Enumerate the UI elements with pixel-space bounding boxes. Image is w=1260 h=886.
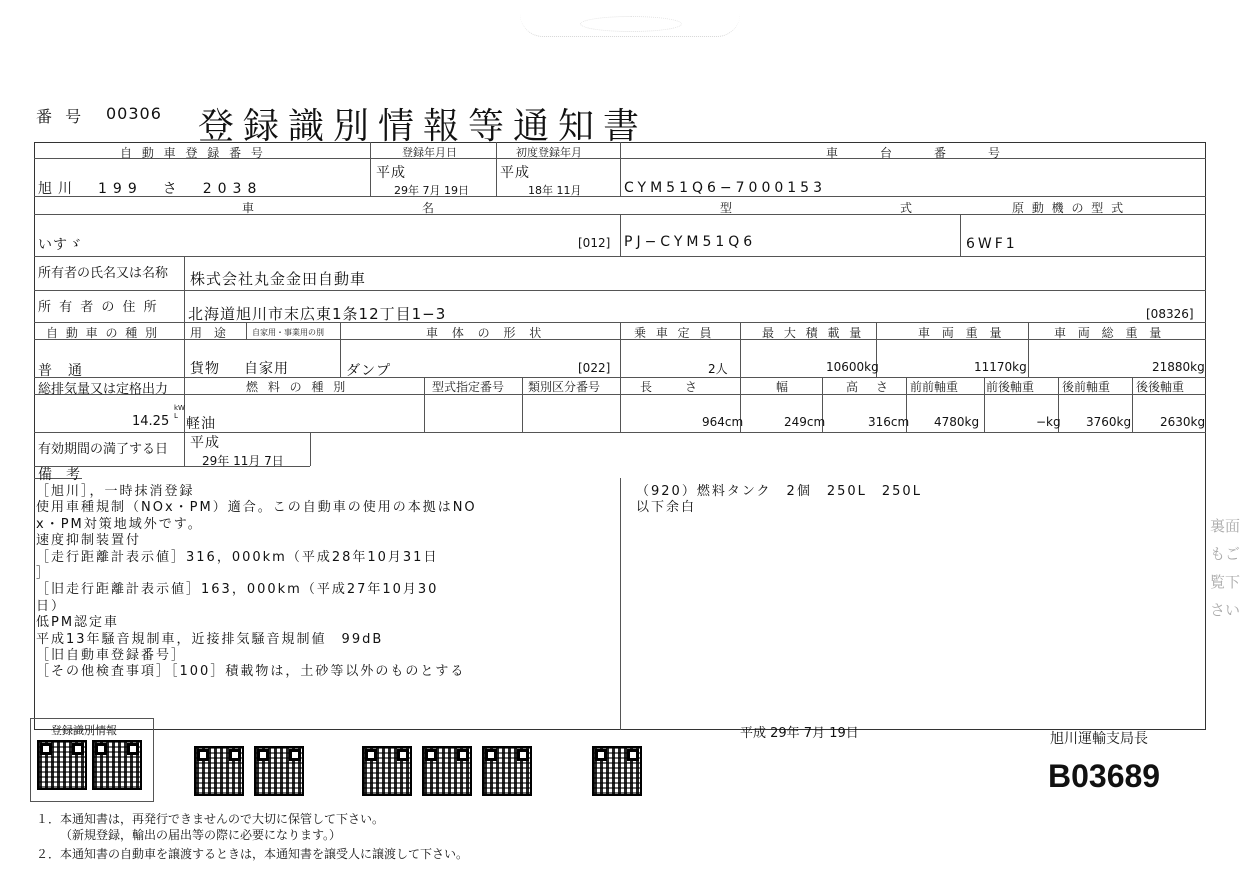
remark-line: x・PM対策地域外です。 <box>36 516 203 532</box>
grid-line <box>522 377 523 432</box>
displacement-unit: kW L <box>174 404 185 420</box>
reg-era: 平成 <box>376 165 406 181</box>
engine-model-label: 原 動 機 の 型 式 <box>1012 201 1126 215</box>
grid-line <box>960 214 961 256</box>
height-value: 316cm <box>868 415 910 429</box>
type-number-label: 型式指定番号 <box>432 380 505 394</box>
remark-line: 低PM認定車 <box>36 615 120 631</box>
expiry-date: 29年 11月 7日 <box>202 454 284 468</box>
remark-line: （920）燃料タンク 2個 250L 250L <box>636 484 922 499</box>
remarks-left-column <box>36 484 616 681</box>
fuel-type-label: 燃 料 の 種 別 <box>246 380 349 394</box>
grid-line <box>340 322 341 377</box>
length-value: 964cm <box>702 415 744 429</box>
body-shape-label: 車 体 の 形 状 <box>426 326 547 340</box>
rear-front-axle-label: 後前軸重 <box>1062 380 1111 394</box>
vehicle-weight-value: 11170kg <box>974 360 1027 374</box>
max-load-value: 10600kg <box>826 360 879 374</box>
displacement-label: 総排気量又は定格出力 <box>38 382 169 397</box>
max-load-label: 最 大 積 載 量 <box>762 326 865 340</box>
owner-name: 株式会社丸金金田自動車 <box>190 270 367 288</box>
maker-code: [012] <box>578 236 611 250</box>
body-shape: ダンプ <box>346 363 392 379</box>
grid-line <box>620 214 621 256</box>
front-front-axle-label: 前前軸重 <box>910 380 959 394</box>
use-sub-label: 自家用・事業用の別 <box>252 328 324 337</box>
grid-line <box>310 432 311 466</box>
grid-line <box>246 322 247 339</box>
grid-line <box>1132 377 1133 432</box>
use-label: 用 途 <box>190 326 230 340</box>
reg-number: 旭川 199 さ 2038 <box>38 181 263 197</box>
rear-rear-axle-value: 2630kg <box>1160 415 1206 429</box>
qr-code <box>254 746 304 796</box>
length-label: 長 さ <box>640 380 701 394</box>
gross-weight-value: 21880kg <box>1152 360 1205 374</box>
class-number-label: 類別区分番号 <box>528 380 601 394</box>
first-date: 18年 11月 <box>528 184 582 197</box>
remark-line: 日） <box>36 598 67 614</box>
grid-line <box>184 256 185 290</box>
grid-line <box>34 256 1206 257</box>
see-reverse-note: 裏面もご覧下さい <box>1210 517 1241 619</box>
grid-line <box>620 142 621 196</box>
grid-line <box>496 142 497 196</box>
reg-date: 29年 7月 19日 <box>394 184 469 197</box>
fuel-value: 軽油 <box>186 416 216 432</box>
remark-line: 速度抑制装置付 <box>36 533 142 549</box>
notice-2: ２．本通知書の自動車を譲渡するときは，本通知書を譲受人に譲渡して下さい。 <box>36 847 469 861</box>
qr-code <box>592 746 642 796</box>
decorative-border-ornament <box>520 14 740 37</box>
chassis-label: 車 台 番 号 <box>826 146 1007 160</box>
owner-name-label: 所有者の氏名又は名称 <box>38 266 169 281</box>
owner-address: 北海道旭川市末広東1条12丁目1−3 <box>188 305 447 323</box>
notice-1: １．本通知書は，再発行できませんので大切に保管して下さい。 <box>36 812 385 826</box>
qr-code <box>422 746 472 796</box>
width-label: 幅 <box>776 380 789 394</box>
first-era: 平成 <box>500 165 530 181</box>
grid-line <box>1028 322 1029 377</box>
engine-model: 6WF1 <box>966 236 1018 252</box>
capacity-value: 2人 <box>708 362 728 376</box>
remark-line: ［旧自動車登録番号］ <box>36 648 187 664</box>
body-code: [022] <box>578 361 611 375</box>
remark-line: ［走行距離計表示値］316，000km（平成28年10月31日 <box>36 549 439 565</box>
notice-1b: （新規登録，輸出の届出等の際に必要になります。） <box>60 828 342 842</box>
first-reg-label: 初度登録年月 <box>516 146 582 159</box>
remark-line: ［旧走行距離計表示値］163，000km（平成27年10月30 <box>36 582 439 598</box>
rear-front-axle-value: 3760kg <box>1086 415 1132 429</box>
qr-code <box>37 740 87 790</box>
issue-date: 平成 29年 7月 19日 <box>740 726 859 741</box>
remarks-right-column <box>636 484 1196 517</box>
grid-line <box>620 322 621 432</box>
gross-weight-label: 車 両 総 重 量 <box>1054 326 1166 340</box>
remarks-label: 備 考 <box>38 467 80 483</box>
grid-line <box>424 377 425 432</box>
vehicle-maker: いすゞ <box>38 237 83 253</box>
grid-line <box>184 322 185 377</box>
reg-date-label: 登録年月日 <box>402 146 457 159</box>
issuer-name: 旭川運輸支局長 <box>1050 731 1148 747</box>
vehicle-name-label: 車 名 <box>242 201 443 215</box>
qr-code <box>194 746 244 796</box>
owner-address-label: 所 有 者 の 住 所 <box>38 300 159 315</box>
height-label: 高 さ <box>846 380 892 394</box>
rear-rear-axle-label: 後後軸重 <box>1136 380 1185 394</box>
remark-line: ［その他検査事項］［100］積載物は，土砂等以外のものとする <box>36 664 466 680</box>
qr-code <box>482 746 532 796</box>
grid-line <box>620 478 621 730</box>
vehicle-model: PJ−CYM51Q6 <box>624 234 757 250</box>
address-code: [08326] <box>1146 307 1194 321</box>
front-front-axle-value: 4780kg <box>934 415 980 429</box>
use-value: 貨物 <box>190 361 220 377</box>
vehicle-weight-label: 車 両 重 量 <box>918 326 1006 340</box>
number-value: 00306 <box>106 104 162 123</box>
remark-line: 平成13年騒音規制車，近接排気騒音規制値 99dB <box>36 631 384 647</box>
private-use-value: 自家用 <box>244 361 289 377</box>
width-value: 249cm <box>784 415 826 429</box>
grid-line <box>184 377 185 466</box>
document-title: 登録識別情報等通知書 <box>198 106 649 147</box>
front-rear-axle-value: −kg <box>1036 415 1061 429</box>
chassis-number: CYM51Q6−7000153 <box>624 180 826 196</box>
vehicle-kind: 普 通 <box>38 363 83 379</box>
document-code: B03689 <box>1048 758 1161 794</box>
qr-code <box>362 746 412 796</box>
displacement-value: 14.25 <box>132 414 170 429</box>
grid-line <box>184 290 185 322</box>
qr-code <box>92 740 142 790</box>
remark-line: 使用車種規制（NOx・PM）適合。この自動車の使用の本拠はNO <box>36 500 477 516</box>
expiry-era: 平成 <box>190 435 220 451</box>
capacity-label: 乗 車 定 員 <box>634 326 715 340</box>
remark-line: ］ <box>36 566 52 582</box>
grid-line <box>34 290 1206 291</box>
number-label: 番 号 <box>36 107 86 126</box>
qr-box-label: 登録識別情報 <box>51 724 117 737</box>
remark-line: 以下余白 <box>636 500 697 516</box>
model-label: 型 式 <box>720 201 921 215</box>
front-rear-axle-label: 前後軸重 <box>986 380 1035 394</box>
grid-line <box>984 377 985 432</box>
expiry-label: 有効期間の満了する日 <box>38 442 169 457</box>
grid-line <box>370 142 371 196</box>
reg-number-label: 自 動 車 登 録 番 号 <box>120 146 266 160</box>
vehicle-kind-label: 自 動 車 の 種 別 <box>46 326 160 340</box>
grid-line <box>740 322 741 377</box>
remark-line: ［旭川］，一時抹消登録 <box>36 484 195 499</box>
